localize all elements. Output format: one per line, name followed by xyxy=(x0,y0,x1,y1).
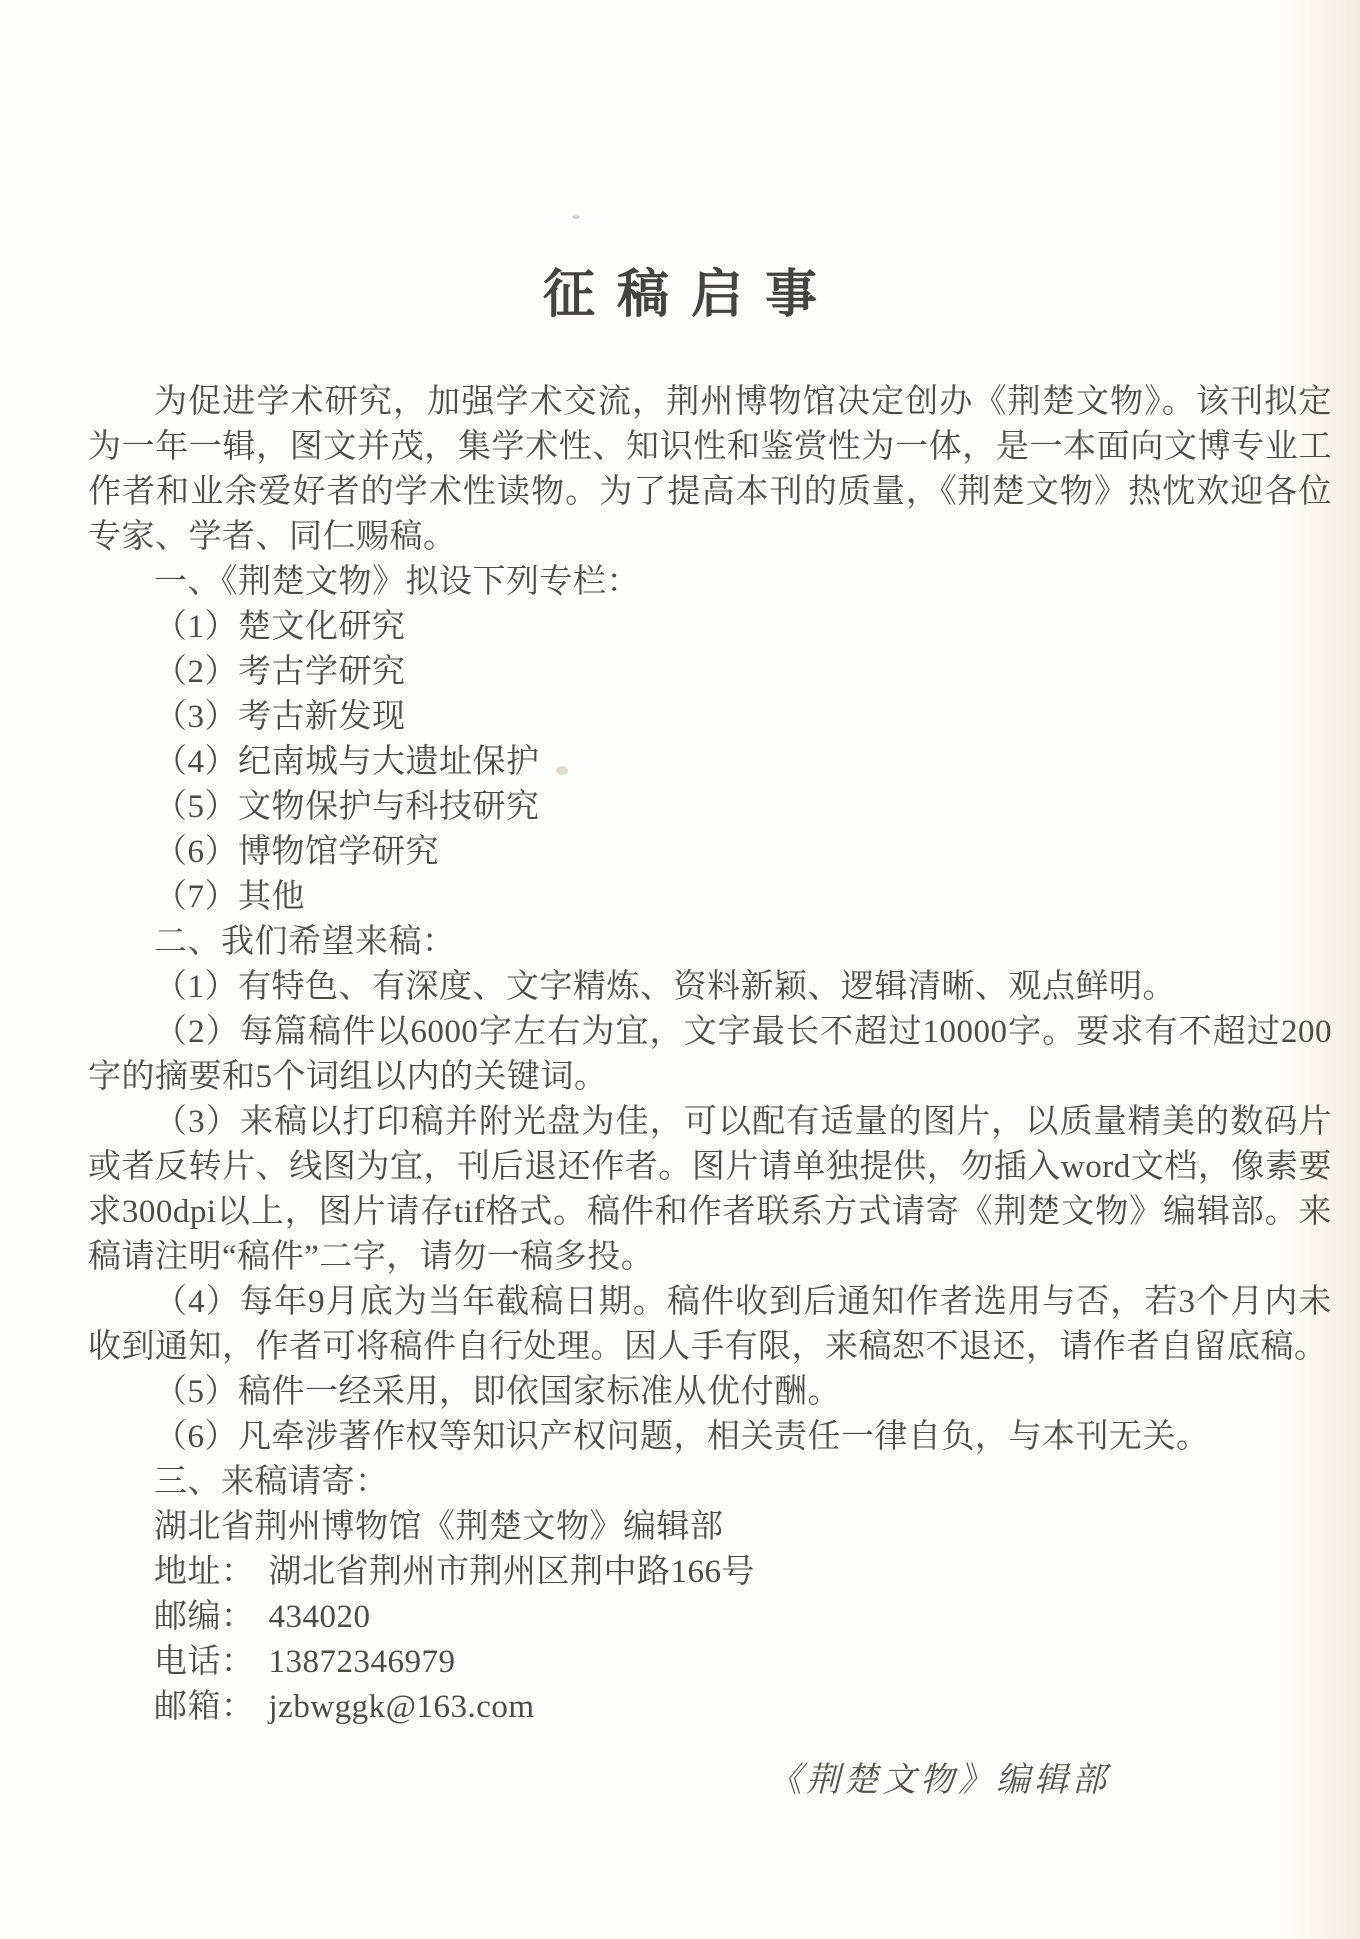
contact-address-value: 湖北省荆州市荆州区荆中路166号 xyxy=(268,1554,755,1590)
submission-rule-3: （3）来稿以打印稿并附光盘为佳，可以配有适量的图片，以质量精美的数码片或者反转片、线图为宜，刊后退还作者。图片请单独提供，勿插入word文档，像素要求300dpi以上，图片请存tif格式。稿件和作者联系方式请寄《荆楚文物》编辑部。来稿请注明“稿件”二字，请勿一稿多投。 xyxy=(88,1104,1332,1275)
submission-rule-2: （2）每篇稿件以6000字左右为宜，文字最长不超过10000字。要求有不超过200字的摘要和5个词组以内的关键词。 xyxy=(88,1014,1332,1095)
column-item-4: （4）纪南城与大遗址保护 xyxy=(154,744,540,780)
mailing-recipient: 湖北省荆州博物馆《荆楚文物》编辑部 xyxy=(154,1509,724,1545)
column-item-5: （5）文物保护与科技研究 xyxy=(154,789,540,825)
contact-phone-value: 13872346979 xyxy=(268,1644,456,1680)
contact-phone xyxy=(88,1640,1332,1685)
contact-email xyxy=(88,1685,1332,1730)
submission-rule-1: （1）有特色、有深度、文字精炼、资料新颖、逻辑清晰、观点鲜明。 xyxy=(154,969,1176,1005)
contact-address-label: 地址： xyxy=(154,1554,255,1590)
intro-paragraph: 为促进学术研究，加强学术交流，荆州博物馆决定创办《荆楚文物》。该刊拟定为一年一辑，图文并茂，集学术性、知识性和鉴赏性为一体，是一本面向文博专业工作者和业余爱好者的学术性读物。为了提高本刊的质量，《荆楚文物》热忱欢迎各位专家、学者、同仁赐稿。 xyxy=(88,384,1332,555)
contact-address xyxy=(88,1550,1332,1595)
scan-artifact xyxy=(572,215,580,219)
submission-rule-5: （5）稿件一经采用，即依国家标准从优付酬。 xyxy=(154,1374,841,1410)
column-item-2: （2）考古学研究 xyxy=(154,654,406,690)
section-3-heading: 三、来稿请寄： xyxy=(154,1464,389,1500)
contact-phone-label: 电话： xyxy=(154,1644,255,1680)
contact-email-label: 邮箱： xyxy=(154,1689,255,1725)
contact-email-value: jzbwggk@163.com xyxy=(268,1689,535,1725)
page-title: 征稿启事 xyxy=(542,267,839,324)
contact-postcode-label: 邮编： xyxy=(154,1599,255,1635)
section-2-heading: 二、我们希望来稿： xyxy=(154,924,456,960)
document-body xyxy=(88,380,1332,1803)
column-item-7: （7）其他 xyxy=(154,879,305,915)
column-item-1: （1）楚文化研究 xyxy=(154,609,406,645)
column-item-6: （6）博物馆学研究 xyxy=(154,834,439,870)
contact-postcode-value: 434020 xyxy=(268,1599,371,1635)
submission-rule-4: （4）每年9月底为当年截稿日期。稿件收到后通知作者选用与否，若3个月内未收到通知，作者可将稿件自行处理。因人手有限，来稿恕不退还，请作者自留底稿。 xyxy=(88,1284,1332,1365)
contact-postcode xyxy=(88,1595,1332,1640)
submission-rule-6: （6）凡牵涉著作权等知识产权问题，相关责任一律自负，与本刊无关。 xyxy=(154,1419,1210,1455)
section-1-heading: 一、《荆楚文物》拟设下列专栏： xyxy=(154,564,640,600)
column-item-3: （3）考古新发现 xyxy=(154,699,406,735)
signature: 《荆楚文物》编辑部 xyxy=(768,1762,1110,1799)
scan-artifact xyxy=(556,766,568,775)
